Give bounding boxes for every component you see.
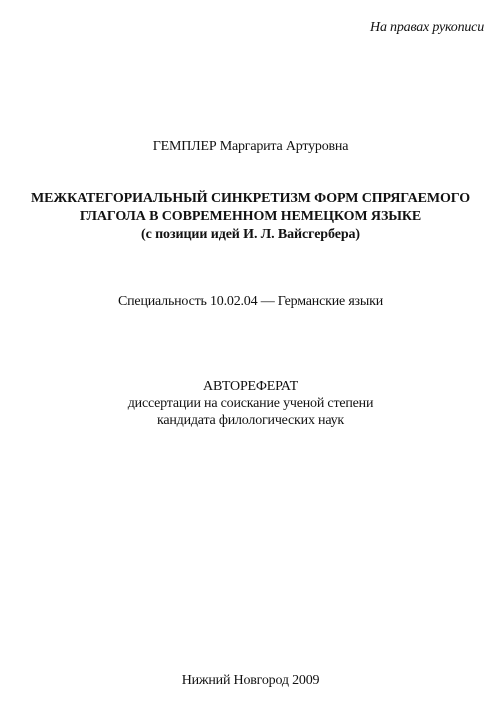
title-line-2: ГЛАГОЛА В СОВРЕМЕННОМ НЕМЕЦКОМ ЯЗЫКЕ xyxy=(79,209,422,224)
specialty-line: Специальность 10.02.04 — Германские языки xyxy=(118,294,383,309)
abstract-block xyxy=(0,378,501,429)
abstract-line-2: кандидата филологических наук xyxy=(156,413,345,428)
abstract-heading: АВТОРЕФЕРАТ xyxy=(203,379,298,394)
dissertation-title xyxy=(0,190,501,244)
abstract-line-1: диссертации на соискание ученой степени xyxy=(127,396,374,411)
place-and-year: Нижний Новгород 2009 xyxy=(181,673,320,688)
manuscript-rights-note: На правах рукописи xyxy=(370,20,484,35)
title-subtitle: (с позиции идей И. Л. Вайсгербера) xyxy=(141,227,360,242)
title-line-1: МЕЖКАТЕГОРИАЛЬНЫЙ СИНКРЕТИЗМ ФОРМ СПРЯГАЕМОГО xyxy=(30,191,470,206)
author-name: ГЕМПЛЕР Маргарита Артуровна xyxy=(152,139,349,154)
